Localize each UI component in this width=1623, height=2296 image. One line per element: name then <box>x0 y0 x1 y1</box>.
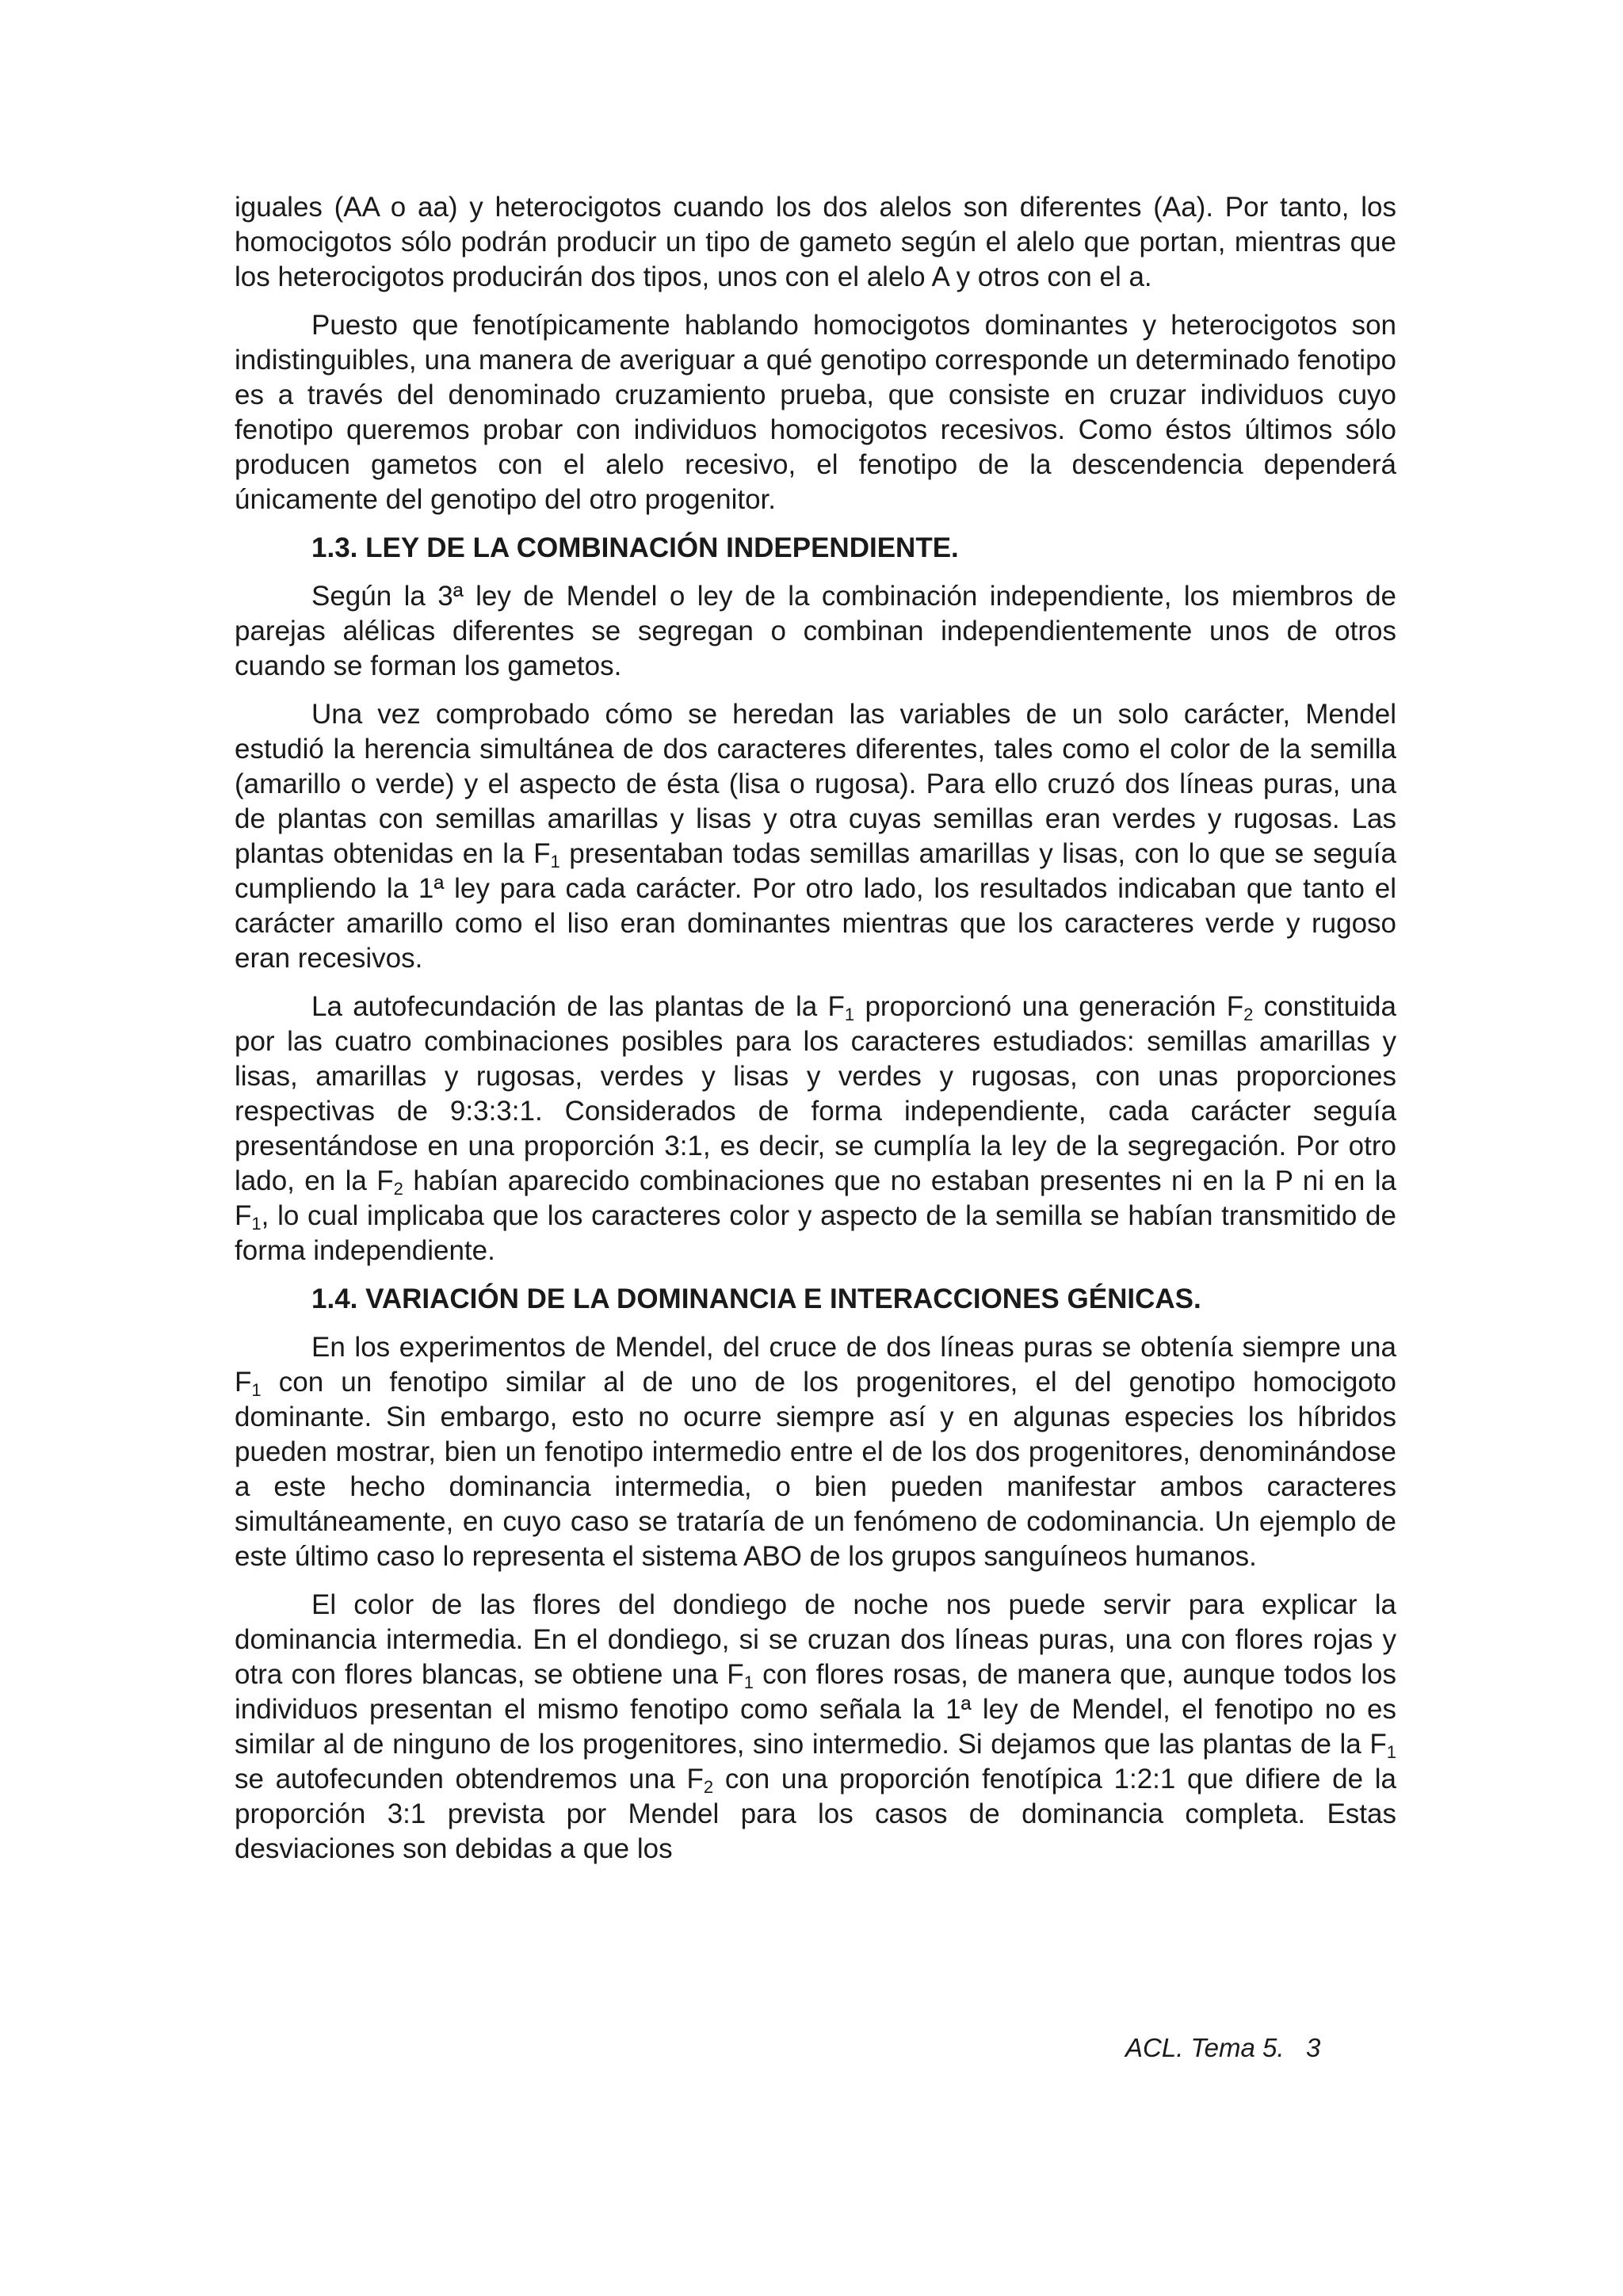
subscript: 2 <box>703 1777 714 1797</box>
subscript: 1 <box>743 1672 754 1692</box>
paragraph-text: Una vez comprobado cómo se heredan las variables de un solo carácter, Mendel estudió la herencia simultánea de dos caracteres diferentes, tales como el color de la semilla (amarillo o verde) y el aspecto de ésta (lisa o rugosa). Para ello cruzó dos líneas puras, una de plantas con semillas amarillas y lisas y otra cuyas semillas eran verdes y rugosas. Las plantas obtenidas en la F <box>235 699 1396 869</box>
paragraph-text: se autofecunden obtendremos una F <box>235 1764 704 1794</box>
paragraph-text: con una proporción fenotípica 1:2:1 que difiere de la proporción 3:1 prevista por Mendel para los casos de dominancia completa. Estas desviaciones son debidas a que los <box>235 1764 1396 1864</box>
paragraph-text: iguales (AA o aa) y heterocigotos cuando los dos alelos son diferentes (Aa). Por tanto, los homocigotos sólo podrán producir un tipo de gameto según el alelo que portan, mientras que los heterocigotos producirán dos tipos, unos con el alelo A y otros con el a. <box>235 192 1396 292</box>
subscript: 1 <box>251 1380 262 1400</box>
paragraph-text: En los experimentos de Mendel, del cruce de dos líneas puras se obtenía siempre una F <box>235 1332 1396 1398</box>
subscript: 1 <box>844 1005 855 1024</box>
document-body <box>235 190 1396 1867</box>
paragraph-text: con un fenotipo similar al de uno de los progenitores, el del genotipo homocigoto dominante. Sin embargo, esto no ocurre siempre así y en algunas especies los híbridos pueden mostrar, bien un fenotipo intermedio entre el de los dos progenitores, denominándose a este hecho dominancia intermedia, o bien pueden manifestar ambos caracteres simultáneamente, en cuyo caso se trataría de un fenómeno de codominancia. Un ejemplo de este último caso lo representa el sistema ABO de los grupos sanguíneos humanos. <box>235 1367 1396 1572</box>
section-heading-1-4: 1.4. VARIACIÓN DE LA DOMINANCIA E INTERACCIONES GÉNICAS. <box>311 1283 1201 1314</box>
subscript: 1 <box>550 852 560 871</box>
paragraph-herencia-simultanea <box>235 697 1396 976</box>
paragraph-text: Puesto que fenotípicamente hablando homocigotos dominantes y heterocigotos son indistinguibles, una manera de averiguar a qué genotipo corresponde un determinado fenotipo es a través del denominado cruzamiento prueba, que consiste en cruzar individuos cuyo fenotipo queremos probar con individuos homocigotos recesivos. Como éstos últimos sólo producen gametos con el alelo recesivo, el fenotipo de la descendencia dependerá únicamente del genotipo del otro progenitor. <box>235 310 1396 515</box>
paragraph-text: Según la 3ª ley de Mendel o ley de la combinación independiente, los miembros de parejas alélicas diferentes se segregan o combinan independientemente unos de otros cuando se forman los gametos. <box>235 581 1396 681</box>
subscript: 1 <box>251 1214 262 1234</box>
paragraph-text: habían aparecido combinaciones que no estaban presentes ni en la P ni en la F <box>235 1165 1396 1231</box>
paragraph-text: El color de las flores del dondiego de noche nos puede servir para explicar la dominancia intermedia. En el dondiego, si se cruzan dos líneas puras, una con flores rojas y otra con flores blancas, se obtiene una F <box>235 1589 1396 1690</box>
subscript: 2 <box>393 1179 403 1199</box>
paragraph-text: con flores rosas, de manera que, aunque todos los individuos presentan el mismo fenotipo como señala la 1ª ley de Mendel, el fenotipo no es similar al de ninguno de los progenitores, sino intermedio. Si dejamos que las plantas de la F <box>235 1659 1396 1760</box>
page-footer: ACL. Tema 5. 3 <box>1125 2033 1321 2062</box>
paragraph-text: La autofecundación de las plantas de la F <box>311 991 845 1022</box>
paragraph-text: presentaban todas semillas amarillas y lisas, con lo que se seguía cumpliendo la 1ª ley para cada carácter. Por otro lado, los resultados indicaban que tanto el carácter amarillo como el liso eran dominantes mientras que los caracteres verde y rugoso eran recesivos. <box>235 838 1396 974</box>
paragraph-text: constituida por las cuatro combinaciones posibles para los caracteres estudiados: semillas amarillas y lisas, amarillas y rugosas, verdes y lisas y verdes y rugosas, con unas proporciones respectivas de 9:3:3:1. Considerados de forma independiente, cada carácter seguía presentándose en una proporción 3:1, es decir, se cumplía la ley de la segregación. Por otro lado, en la F <box>235 991 1396 1196</box>
paragraph-experimentos-mendel <box>235 1330 1396 1574</box>
section-heading-1-3: 1.3. LEY DE LA COMBINACIÓN INDEPENDIENTE. <box>311 532 959 563</box>
paragraph-text: proporcionó una generación F <box>854 991 1244 1022</box>
subscript: 1 <box>1386 1742 1396 1762</box>
paragraph-dondiego <box>235 1588 1396 1867</box>
subscript: 2 <box>1243 1005 1254 1024</box>
paragraph-continuation <box>235 190 1396 295</box>
paragraph-text: , lo cual implicaba que los caracteres color y aspecto de la semilla se habían transmitido de forma independiente. <box>235 1200 1396 1266</box>
paragraph-tercera-ley <box>235 579 1396 684</box>
paragraph-cruzamiento-prueba <box>235 308 1396 517</box>
paragraph-autofecundacion <box>235 990 1396 1268</box>
